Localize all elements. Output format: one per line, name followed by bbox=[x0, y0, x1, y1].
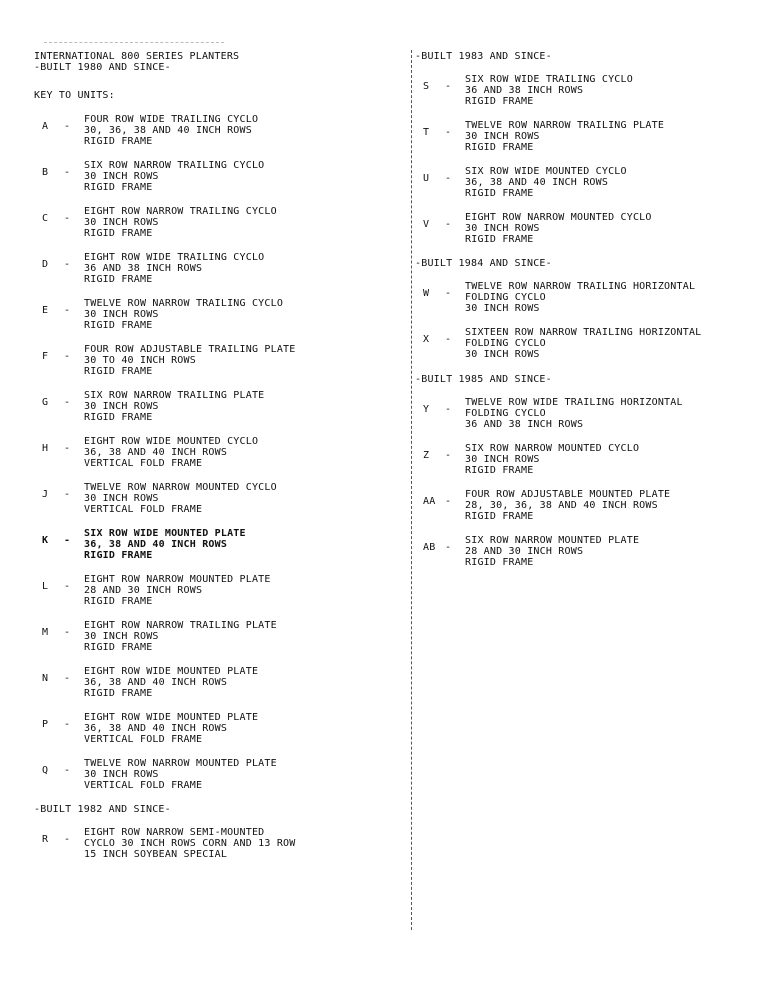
unit-entry-w bbox=[415, 281, 760, 314]
column-divider bbox=[411, 50, 412, 930]
unit-description bbox=[84, 344, 296, 377]
unit-dash: - bbox=[64, 397, 71, 408]
unit-description-line: EIGHT ROW WIDE MOUNTED PLATE bbox=[84, 712, 259, 723]
unit-description bbox=[84, 160, 264, 193]
unit-entry-g bbox=[34, 390, 394, 423]
unit-code: J bbox=[42, 489, 49, 500]
unit-dash: - bbox=[445, 496, 452, 507]
unit-description-line: SIX ROW WIDE TRAILING CYCLO bbox=[465, 74, 633, 85]
unit-description bbox=[84, 528, 246, 561]
unit-description bbox=[84, 390, 264, 423]
unit-entry-b bbox=[34, 160, 394, 193]
unit-description-line: EIGHT ROW NARROW MOUNTED PLATE bbox=[84, 574, 271, 585]
unit-description-line: SIX ROW NARROW TRAILING CYCLO bbox=[84, 160, 265, 171]
unit-description-line: TWELVE ROW NARROW TRAILING HORIZONTAL bbox=[465, 281, 696, 292]
unit-description-line: 30 INCH ROWS bbox=[84, 631, 159, 642]
unit-description-line: 30 INCH ROWS bbox=[465, 223, 540, 234]
unit-dash: - bbox=[445, 219, 452, 230]
unit-description-line: RIGID FRAME bbox=[465, 465, 534, 476]
unit-dash: - bbox=[64, 719, 71, 730]
unit-description-line: RIGID FRAME bbox=[84, 412, 153, 423]
unit-description-line: 30, 36, 38 AND 40 INCH ROWS bbox=[84, 125, 252, 136]
built-1982-heading: -BUILT 1982 AND SINCE- bbox=[34, 804, 171, 815]
unit-dash: - bbox=[64, 351, 71, 362]
unit-dash: - bbox=[64, 259, 71, 270]
built-1980-heading: -BUILT 1980 AND SINCE- bbox=[34, 62, 171, 73]
right-column bbox=[415, 51, 760, 581]
unit-description-line: 30 INCH ROWS bbox=[84, 309, 159, 320]
unit-description-line: RIGID FRAME bbox=[84, 136, 153, 147]
unit-description-line: 28, 30, 36, 38 AND 40 INCH ROWS bbox=[465, 500, 658, 511]
unit-dash: - bbox=[445, 288, 452, 299]
unit-entry-t bbox=[415, 120, 760, 153]
key-to-units-label: KEY TO UNITS: bbox=[34, 90, 115, 101]
unit-description-line: RIGID FRAME bbox=[84, 228, 153, 239]
unit-description-line: EIGHT ROW WIDE MOUNTED PLATE bbox=[84, 666, 259, 677]
unit-dash: - bbox=[445, 81, 452, 92]
unit-code: Y bbox=[423, 404, 430, 415]
unit-code: AB bbox=[423, 542, 436, 553]
unit-entry-u bbox=[415, 166, 760, 199]
unit-description-line: RIGID FRAME bbox=[84, 274, 153, 285]
unit-description bbox=[84, 620, 277, 653]
unit-code: B bbox=[42, 167, 49, 178]
unit-dash: - bbox=[64, 834, 71, 845]
unit-code: G bbox=[42, 397, 49, 408]
unit-entry-v bbox=[415, 212, 760, 245]
unit-dash: - bbox=[64, 443, 71, 454]
unit-dash: - bbox=[64, 305, 71, 316]
unit-description-line: RIGID FRAME bbox=[465, 557, 534, 568]
unit-list-1982 bbox=[34, 827, 394, 860]
unit-description-line: EIGHT ROW NARROW TRAILING CYCLO bbox=[84, 206, 277, 217]
unit-dash: - bbox=[64, 489, 71, 500]
unit-description bbox=[465, 535, 639, 568]
unit-list-1983 bbox=[415, 74, 760, 245]
unit-dash: - bbox=[64, 213, 71, 224]
unit-entry-x bbox=[415, 327, 760, 360]
unit-dash: - bbox=[445, 334, 452, 345]
unit-description-line: 30 TO 40 INCH ROWS bbox=[84, 355, 196, 366]
unit-code: Z bbox=[423, 450, 430, 461]
unit-description-line: VERTICAL FOLD FRAME bbox=[84, 780, 203, 791]
unit-description-line: 28 AND 30 INCH ROWS bbox=[84, 585, 203, 596]
unit-description-line: 30 INCH ROWS bbox=[84, 401, 159, 412]
unit-description-line: 30 INCH ROWS bbox=[84, 217, 159, 228]
built-1984-heading: -BUILT 1984 AND SINCE- bbox=[415, 258, 552, 269]
unit-code: W bbox=[423, 288, 430, 299]
unit-description-line: 30 INCH ROWS bbox=[465, 454, 540, 465]
unit-code: A bbox=[42, 121, 49, 132]
unit-description-line: TWELVE ROW NARROW TRAILING PLATE bbox=[465, 120, 665, 131]
unit-description-line: 30 INCH ROWS bbox=[465, 349, 540, 360]
unit-description-line: SIXTEEN ROW NARROW TRAILING HORIZONTAL bbox=[465, 327, 702, 338]
unit-entry-k bbox=[34, 528, 394, 561]
unit-description-line: 28 AND 30 INCH ROWS bbox=[465, 546, 584, 557]
unit-description-line: 36 AND 38 INCH ROWS bbox=[465, 85, 584, 96]
unit-code: X bbox=[423, 334, 430, 345]
unit-description-line: RIGID FRAME bbox=[84, 596, 153, 607]
unit-code: S bbox=[423, 81, 430, 92]
unit-dash: - bbox=[64, 627, 71, 638]
unit-description bbox=[84, 666, 258, 699]
unit-description-line: EIGHT ROW WIDE MOUNTED CYCLO bbox=[84, 436, 259, 447]
unit-description-line: VERTICAL FOLD FRAME bbox=[84, 734, 203, 745]
unit-description-line: 15 INCH SOYBEAN SPECIAL bbox=[84, 849, 228, 860]
unit-code: K bbox=[42, 535, 49, 546]
unit-entry-l bbox=[34, 574, 394, 607]
unit-description-line: TWELVE ROW NARROW MOUNTED PLATE bbox=[84, 758, 277, 769]
unit-description-line: 36 AND 38 INCH ROWS bbox=[465, 419, 584, 430]
unit-entry-r bbox=[34, 827, 394, 860]
unit-entry-a bbox=[34, 114, 394, 147]
unit-description-line: RIGID FRAME bbox=[84, 688, 153, 699]
unit-dash: - bbox=[64, 673, 71, 684]
unit-description-line: SIX ROW NARROW TRAILING PLATE bbox=[84, 390, 265, 401]
unit-description bbox=[465, 443, 639, 476]
unit-code: U bbox=[423, 173, 430, 184]
unit-entry-ab bbox=[415, 535, 760, 568]
unit-description-line: RIGID FRAME bbox=[84, 366, 153, 377]
unit-code: Q bbox=[42, 765, 49, 776]
unit-description bbox=[84, 758, 277, 791]
unit-description-line: RIGID FRAME bbox=[465, 234, 534, 245]
unit-code: D bbox=[42, 259, 49, 270]
unit-dash: - bbox=[445, 450, 452, 461]
unit-description bbox=[84, 252, 264, 285]
unit-code: C bbox=[42, 213, 49, 224]
unit-description-line: SIX ROW WIDE MOUNTED CYCLO bbox=[465, 166, 627, 177]
unit-description-line: 30 INCH ROWS bbox=[84, 493, 159, 504]
left-column bbox=[34, 51, 394, 873]
unit-entry-y bbox=[415, 397, 760, 430]
unit-entry-n bbox=[34, 666, 394, 699]
built-1985-heading: -BUILT 1985 AND SINCE- bbox=[415, 374, 552, 385]
unit-description bbox=[465, 74, 633, 107]
unit-description-line: FOUR ROW ADJUSTABLE MOUNTED PLATE bbox=[465, 489, 671, 500]
unit-description-line: TWELVE ROW NARROW TRAILING CYCLO bbox=[84, 298, 284, 309]
unit-description-line: SIX ROW WIDE MOUNTED PLATE bbox=[84, 528, 246, 539]
unit-entry-f bbox=[34, 344, 394, 377]
unit-description bbox=[84, 482, 277, 515]
unit-description-line: FOLDING CYCLO bbox=[465, 408, 546, 419]
unit-description-line: 36, 38 AND 40 INCH ROWS bbox=[84, 723, 228, 734]
unit-dash: - bbox=[445, 404, 452, 415]
unit-entry-c bbox=[34, 206, 394, 239]
unit-description-line: 36 AND 38 INCH ROWS bbox=[84, 263, 203, 274]
unit-description-line: RIGID FRAME bbox=[84, 642, 153, 653]
unit-description-line: EIGHT ROW NARROW TRAILING PLATE bbox=[84, 620, 277, 631]
unit-entry-q bbox=[34, 758, 394, 791]
unit-description bbox=[84, 206, 277, 239]
top-rule bbox=[44, 42, 224, 43]
unit-description-line: 30 INCH ROWS bbox=[84, 171, 159, 182]
unit-description-line: RIGID FRAME bbox=[84, 182, 153, 193]
unit-description bbox=[465, 327, 701, 360]
document-title: INTERNATIONAL 800 SERIES PLANTERS bbox=[34, 51, 240, 62]
unit-description bbox=[465, 120, 664, 153]
unit-description-line: 36, 38 AND 40 INCH ROWS bbox=[84, 677, 228, 688]
unit-code: V bbox=[423, 219, 430, 230]
unit-entry-z bbox=[415, 443, 760, 476]
unit-description-line: VERTICAL FOLD FRAME bbox=[84, 504, 203, 515]
unit-description bbox=[465, 489, 670, 522]
unit-code: AA bbox=[423, 496, 436, 507]
unit-description bbox=[84, 827, 296, 860]
unit-description-line: 36, 38 AND 40 INCH ROWS bbox=[84, 447, 228, 458]
unit-description-line: RIGID FRAME bbox=[465, 96, 534, 107]
unit-entry-p bbox=[34, 712, 394, 745]
unit-description bbox=[84, 298, 283, 331]
built-1983-heading: -BUILT 1983 AND SINCE- bbox=[415, 51, 552, 62]
unit-code: L bbox=[42, 581, 49, 592]
unit-description-line: 30 INCH ROWS bbox=[84, 769, 159, 780]
unit-code: F bbox=[42, 351, 49, 362]
unit-code: N bbox=[42, 673, 49, 684]
unit-description-line: SIX ROW NARROW MOUNTED PLATE bbox=[465, 535, 640, 546]
unit-dash: - bbox=[445, 173, 452, 184]
unit-description-line: CYCLO 30 INCH ROWS CORN AND 13 ROW bbox=[84, 838, 296, 849]
unit-dash: - bbox=[64, 121, 71, 132]
unit-description-line: RIGID FRAME bbox=[465, 142, 534, 153]
unit-description-line: TWELVE ROW WIDE TRAILING HORIZONTAL bbox=[465, 397, 683, 408]
unit-description-line: FOLDING CYCLO bbox=[465, 292, 546, 303]
unit-description-line: EIGHT ROW NARROW SEMI-MOUNTED bbox=[84, 827, 265, 838]
unit-description-line: FOUR ROW ADJUSTABLE TRAILING PLATE bbox=[84, 344, 296, 355]
unit-description bbox=[465, 166, 627, 199]
unit-description bbox=[465, 281, 695, 314]
unit-code: P bbox=[42, 719, 49, 730]
unit-entry-s bbox=[415, 74, 760, 107]
unit-list-1985 bbox=[415, 397, 760, 568]
unit-dash: - bbox=[445, 542, 452, 553]
unit-dash: - bbox=[64, 581, 71, 592]
unit-description-line: RIGID FRAME bbox=[465, 511, 534, 522]
unit-description-line: TWELVE ROW NARROW MOUNTED CYCLO bbox=[84, 482, 277, 493]
unit-code: M bbox=[42, 627, 49, 638]
unit-description-line: FOUR ROW WIDE TRAILING CYCLO bbox=[84, 114, 259, 125]
unit-list-1984 bbox=[415, 281, 760, 360]
unit-description-line: 36, 38 AND 40 INCH ROWS bbox=[84, 539, 228, 550]
unit-description-line: EIGHT ROW WIDE TRAILING CYCLO bbox=[84, 252, 265, 263]
unit-code: R bbox=[42, 834, 49, 845]
unit-description bbox=[84, 574, 271, 607]
unit-description-line: 30 INCH ROWS bbox=[465, 131, 540, 142]
unit-entry-h bbox=[34, 436, 394, 469]
left-unit-list bbox=[34, 114, 394, 791]
unit-description bbox=[84, 114, 258, 147]
unit-dash: - bbox=[445, 127, 452, 138]
unit-description bbox=[465, 397, 683, 430]
unit-description bbox=[465, 212, 652, 245]
unit-description bbox=[84, 712, 258, 745]
unit-description-line: FOLDING CYCLO bbox=[465, 338, 546, 349]
unit-entry-m bbox=[34, 620, 394, 653]
unit-description-line: RIGID FRAME bbox=[84, 320, 153, 331]
unit-description-line: VERTICAL FOLD FRAME bbox=[84, 458, 203, 469]
unit-description-line: 36, 38 AND 40 INCH ROWS bbox=[465, 177, 609, 188]
document-header bbox=[34, 51, 394, 73]
unit-code: E bbox=[42, 305, 49, 316]
unit-dash: - bbox=[64, 167, 71, 178]
unit-description-line: SIX ROW NARROW MOUNTED CYCLO bbox=[465, 443, 640, 454]
unit-dash: - bbox=[64, 765, 71, 776]
unit-description-line: EIGHT ROW NARROW MOUNTED CYCLO bbox=[465, 212, 652, 223]
unit-description bbox=[84, 436, 258, 469]
unit-description-line: 30 INCH ROWS bbox=[465, 303, 540, 314]
unit-description-line: RIGID FRAME bbox=[465, 188, 534, 199]
unit-code: T bbox=[423, 127, 430, 138]
unit-entry-e bbox=[34, 298, 394, 331]
unit-entry-j bbox=[34, 482, 394, 515]
unit-description-line: RIGID FRAME bbox=[84, 550, 153, 561]
unit-dash: - bbox=[64, 535, 71, 546]
unit-entry-d bbox=[34, 252, 394, 285]
unit-code: H bbox=[42, 443, 49, 454]
unit-entry-aa bbox=[415, 489, 760, 522]
